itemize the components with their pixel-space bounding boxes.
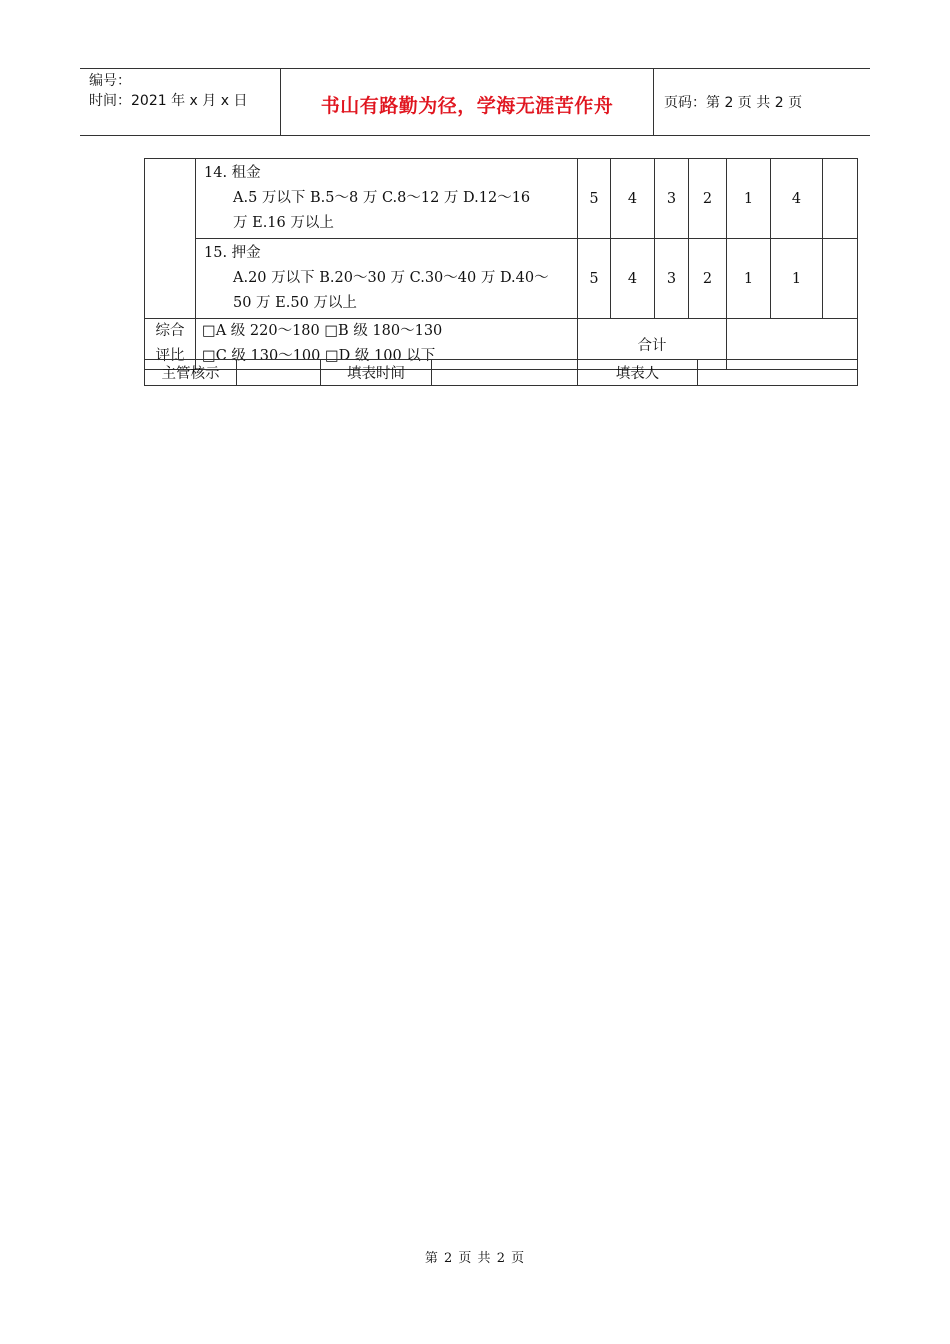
table-row (145, 239, 858, 319)
supervisor-label: 主管核示 (145, 360, 237, 386)
blank-cell (823, 239, 858, 319)
page-header (80, 68, 870, 136)
selected-score-cell: 4 (771, 159, 823, 239)
code-label: 编号： (89, 73, 131, 89)
score-cell: 1 (727, 159, 771, 239)
filler-label: 填表人 (578, 360, 698, 386)
score-cell: 2 (689, 239, 727, 319)
score-cell: 4 (611, 159, 655, 239)
question-options: A.20 万以下 B.20～30 万 C.30～40 万 D.40～ (233, 270, 549, 286)
filler-field[interactable] (698, 360, 858, 386)
question-title: 15. 押金 (204, 245, 261, 261)
question-options-cont: 50 万 E.50 万以上 (233, 295, 357, 311)
score-cell: 5 (578, 239, 611, 319)
question-options-cont: 万 E.16 万以上 (233, 215, 334, 231)
score-cell: 2 (689, 159, 727, 239)
table-row (145, 159, 858, 239)
score-cell: 3 (655, 159, 689, 239)
evaluation-label-line2: 评比 (155, 348, 185, 364)
total-label: 合计 (578, 319, 727, 370)
fill-date-label: 填表时间 (321, 360, 432, 386)
grade-options-line2: □C 级 130～100 □D 级 100 以下 (202, 348, 436, 364)
question-cell (196, 239, 578, 319)
supervisor-field[interactable] (237, 360, 321, 386)
header-motto: 书山有路勤为径，学海无涯苦作舟 (281, 69, 654, 135)
selected-score-cell: 1 (771, 239, 823, 319)
header-meta (80, 69, 281, 135)
fill-date-field[interactable] (432, 360, 578, 386)
signoff-row (145, 360, 858, 386)
header-page-info: 页码：第 2 页 共 2 页 (664, 95, 803, 111)
question-title: 14. 租金 (204, 165, 261, 181)
date-line: 时间：2021 年 x 月 x 日 (89, 93, 248, 109)
evaluation-table (144, 158, 858, 370)
question-cell (196, 159, 578, 239)
category-cell (145, 159, 196, 319)
evaluation-label-line1: 综合 (155, 323, 185, 339)
score-cell: 4 (611, 239, 655, 319)
signoff-table (144, 359, 858, 386)
page-footer: 第 2 页 共 2 页 (424, 1251, 526, 1266)
score-cell: 5 (578, 159, 611, 239)
score-cell: 1 (727, 239, 771, 319)
blank-cell (823, 159, 858, 239)
grade-options-line1: □A 级 220～180 □B 级 180～130 (202, 323, 443, 339)
score-cell: 3 (655, 239, 689, 319)
question-options: A.5 万以下 B.5～8 万 C.8～12 万 D.12～16 (233, 190, 531, 206)
